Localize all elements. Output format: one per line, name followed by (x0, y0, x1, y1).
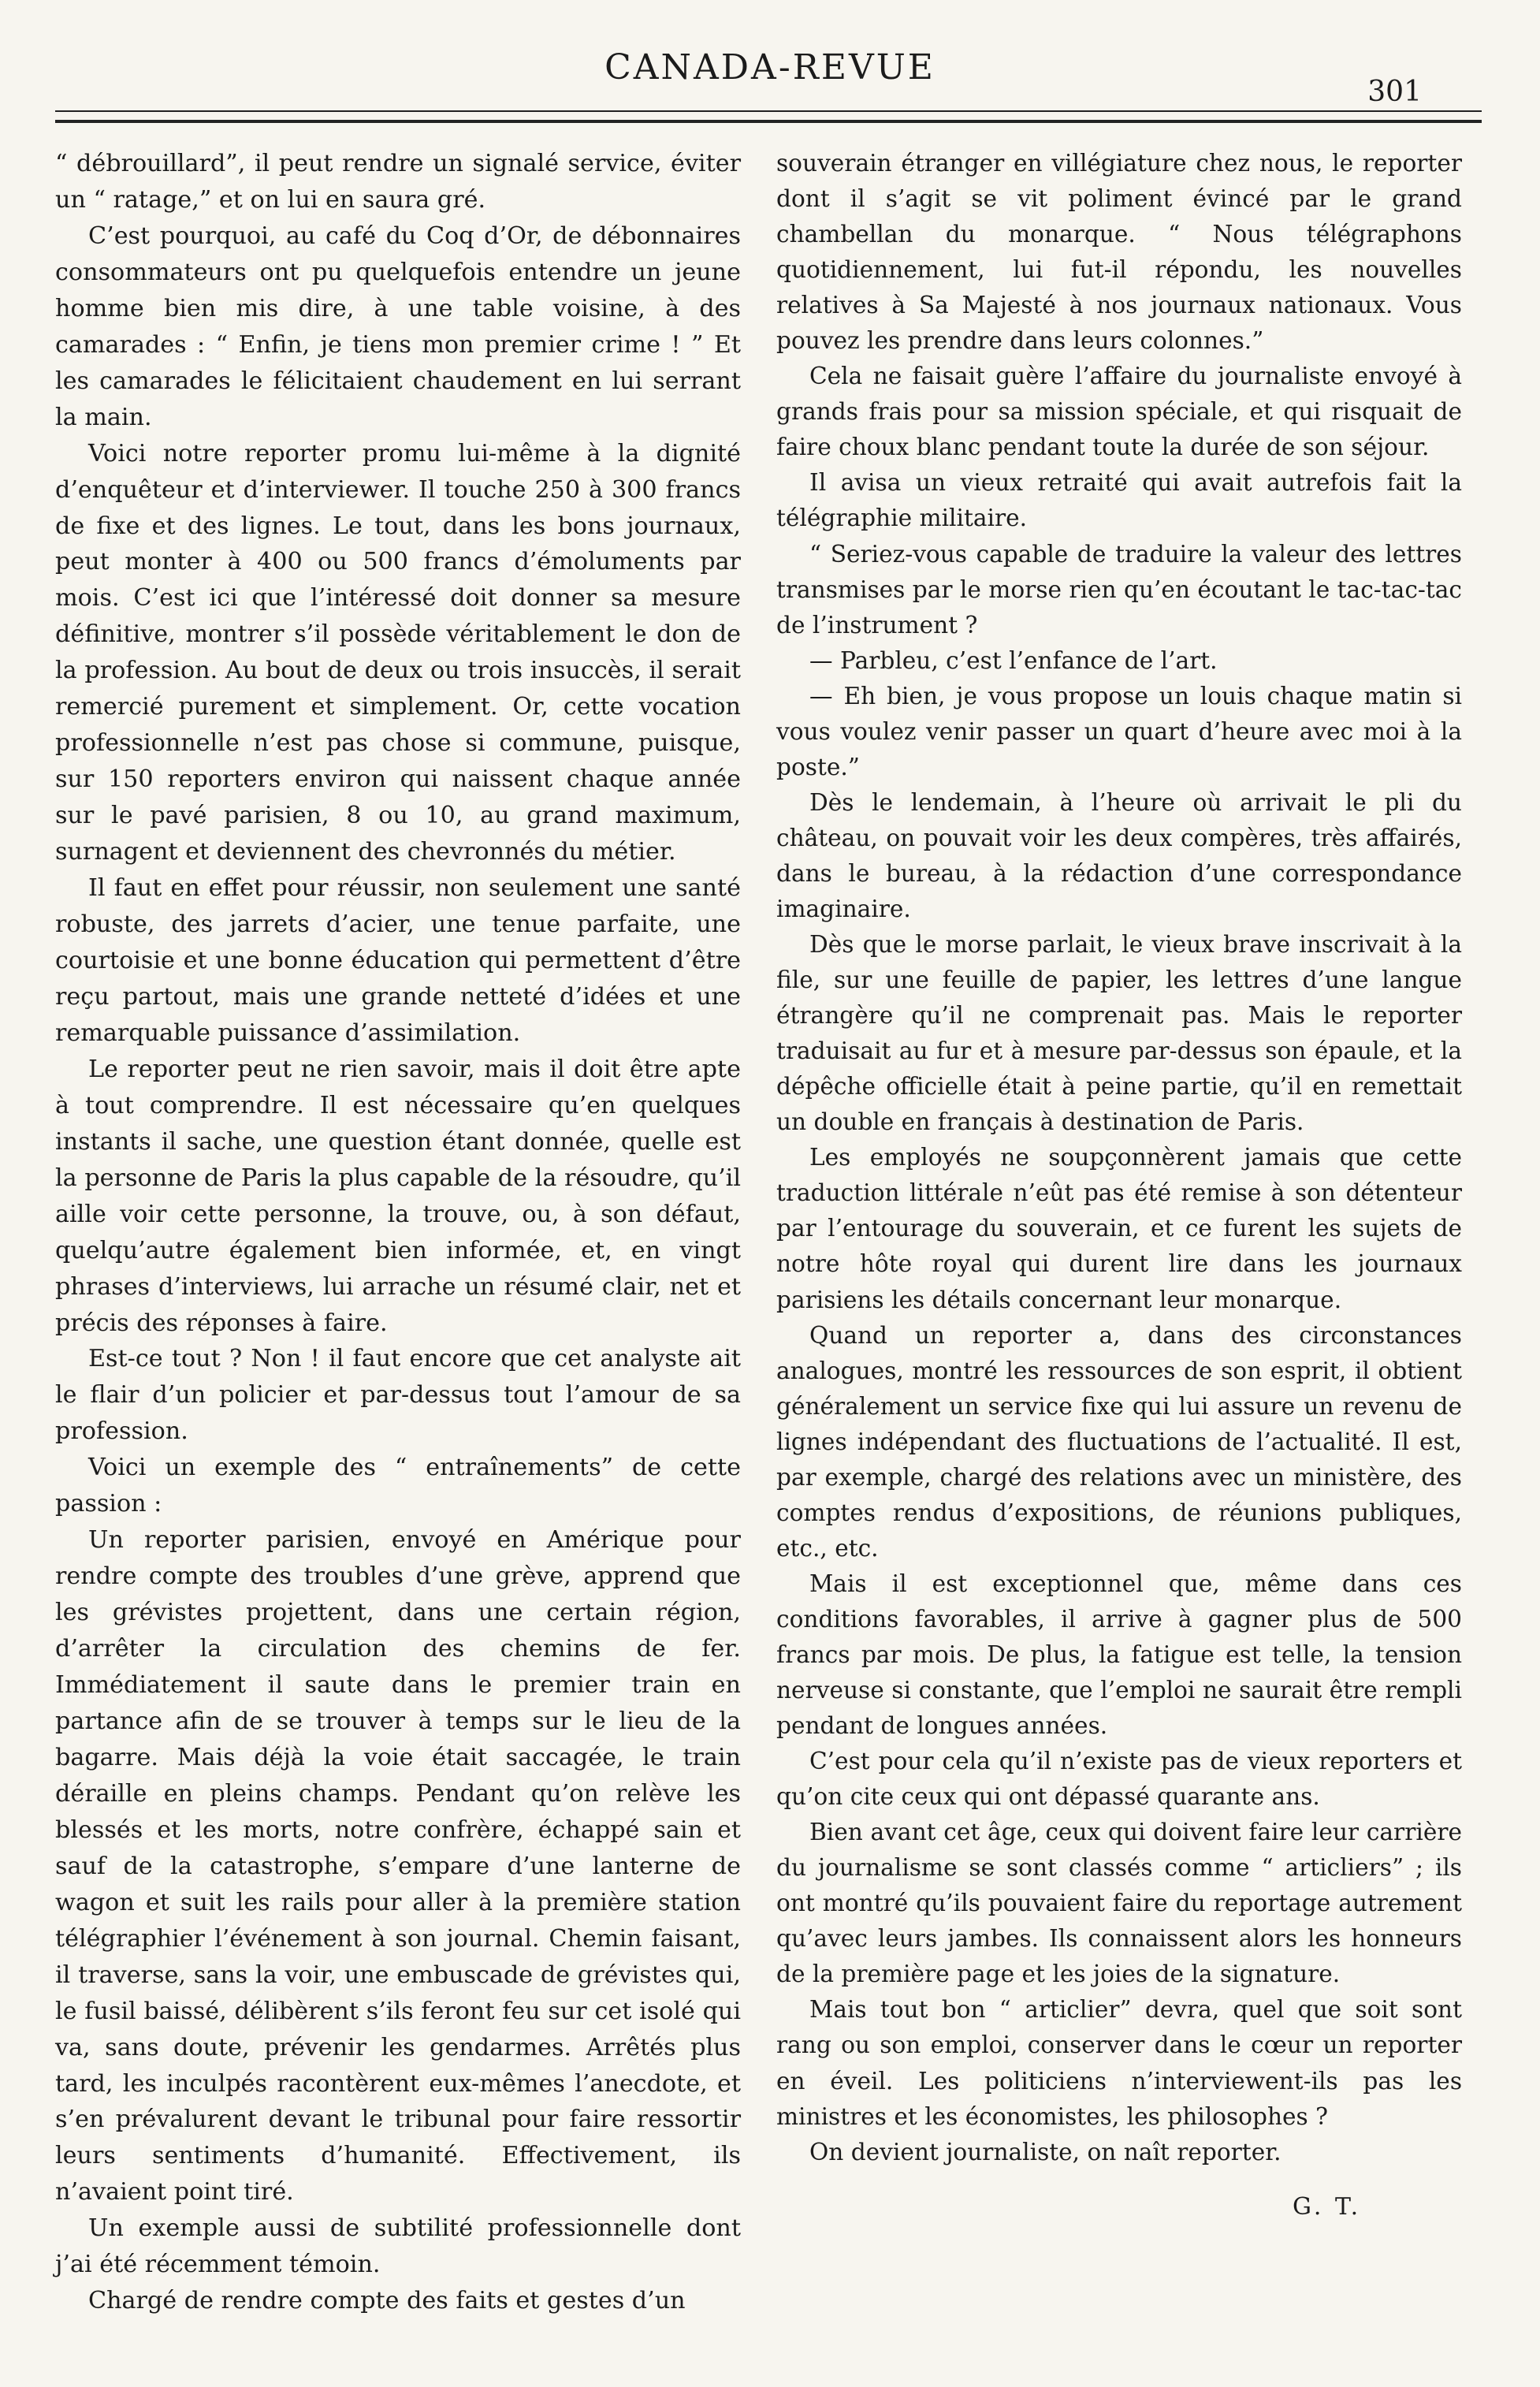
paragraph: Un reporter parisien, envoyé en Amérique pour rendre compte des troubles d’une grève, apprend que les grévistes projettent, dans une certain région, d’arrêter la circulation des chemins de fer. Immédiatement il saute dans le premier train en partance afin de se trouver à temps sur le lieu de la bagarre. Mais déjà la voie était saccagée, le train déraille en pleins champs. Pendant qu’on relève les blessés et les morts, notre confrère, échappé sain et sauf de la catastrophe, s’empare d’une lanterne de wagon et suit les rails pour aller à la première station télégraphier l’événement à son journal. Chemin faisant, il traverse, sans la voir, une embuscade de grévistes qui, le fusil baissé, délibèrent s’ils feront feu sur cet isolé qui va, sans doute, prévenir les gendarmes. Arrêtés plus tard, les inculpés racontèrent eux-mêmes l’anecdote, et s’en prévalurent devant le tribunal pour faire ressortir leurs sentiments d’humanité. Effectivement, ils n’avaient point tiré. (55, 1526, 741, 2206)
paragraph: souverain étranger en villégiature chez nous, le reporter dont il s’agit se vit poliment évincé par le grand chambellan du monarque. “ Nous télégraphons quotidiennement, lui fut-il répondu, les nouvelles relatives à Sa Majesté à nos journaux nationaux. Vous pouvez les prendre dans leurs colonnes.” (776, 150, 1462, 355)
paragraph: Voici notre reporter promu lui-même à la dignité d’enquêteur et d’interviewer. Il touche 250 à 300 francs de fixe et des lignes. Le tout, dans les bons journaux, peut monter à 400 ou 500 francs d’émoluments par mois. C’est ici que l’intéressé doit donner sa mesure définitive, montrer s’il possède véritablement le don de la profession. Au bout de deux ou trois insuccès, il serait remercié purement et simplement. Or, cette vocation professionnelle n’est pas chose si commune, puisque, sur 150 reporters environ qui naissent chaque année sur le pavé parisien, 8 ou 10, au grand maximum, surnagent et deviennent des chevronnés du métier. (55, 439, 741, 866)
paragraph: C’est pourquoi, au café du Coq d’Or, de débonnaires consommateurs ont pu quelquefois entendre un jeune homme bien mis dire, à une table voisine, à des camarades : “ Enfin, je tiens mon premier crime ! ” Et les camarades le félicitaient chaudement en lui serrant la main. (55, 222, 741, 431)
author-signature: G. T. (1293, 2193, 1362, 2221)
paragraph: — Parbleu, c’est l’enfance de l’art. (809, 646, 1218, 674)
paragraph: On devient journaliste, on naît reporter. (809, 2138, 1281, 2165)
paragraph: Chargé de rendre compte des faits et gestes d’un (88, 2287, 686, 2315)
paragraph: Les employés ne soupçonnèrent jamais que cette traduction littérale n’eût pas été remise à son détenteur par l’entourage du souverain, et ce furent les sujets de notre hôte royal qui durent lire dans les journaux parisiens les détails concernant leur monarque. (776, 1144, 1462, 1313)
paragraph: Il avisa un vieux retraité qui avait autrefois fait la télégraphie militaire. (776, 469, 1462, 532)
paragraph: Cela ne faisait guère l’affaire du journaliste envoyé à grands frais pour sa mission spéciale, et qui risquait de faire choux blanc pendant toute la durée de son séjour. (776, 363, 1462, 461)
paragraph: Il faut en effet pour réussir, non seulement une santé robuste, des jarrets d’acier, une tenue parfaite, une courtoisie et une bonne éducation qui permettent d’être reçu partout, mais une grande netteté d’idées et une remarquable puissance d’assimilation. (55, 874, 741, 1047)
paragraph: Dès que le morse parlait, le vieux brave inscrivait à la file, sur une feuille de papier, les lettres d’une langue étrangère qu’il ne comprenait pas. Mais le reporter traduisait au fur et à mesure par-dessus son épaule, et la dépêche officielle était à peine partie, qu’il en remettait un double en français à destination de Paris. (776, 931, 1462, 1136)
paragraph: “ débrouillard”, il peut rendre un signalé service, éviter un “ ratage,” et on lui en saura gré. (55, 150, 741, 214)
paragraph: Quand un reporter a, dans des circonstances analogues, montré les ressources de son esprit, il obtient généralement un service fixe qui lui assure un revenu de lignes indépendant des fluctuations de l’actualité. Il est, par exemple, chargé des relations avec un ministère, des comptes rendus d’expositions, de réunions publiques, etc., etc. (776, 1321, 1462, 1562)
page-header (0, 0, 1540, 118)
paragraph: — Eh bien, je vous propose un louis chaque matin si vous voulez venir passer un quart d’heure avec moi à la poste.” (776, 682, 1462, 780)
header-rule-thick (55, 120, 1482, 123)
column-left (55, 146, 741, 2319)
paragraph: C’est pour cela qu’il n’existe pas de vieux reporters et qu’on cite ceux qui ont dépassé quarante ans. (776, 1748, 1462, 1811)
header-rule-thin (55, 110, 1482, 112)
paragraph: Mais tout bon “ articlier” devra, quel que soit sont rang ou son emploi, conserver dans le cœur un reporter en éveil. Les politiciens n’interviewent-ils pas les ministres et les économistes, les philosophes ? (776, 1996, 1462, 2130)
column-right (776, 146, 1462, 2170)
paragraph: “ Seriez-vous capable de traduire la valeur des lettres transmises par le morse rien qu’en écoutant le tac-tac-tac de l’instrument ? (776, 540, 1462, 639)
paragraph: Est-ce tout ? Non ! il faut encore que cet analyste ait le flair d’un policier et par-dessus tout l’amour de sa profession. (55, 1345, 741, 1446)
paragraph: Voici un exemple des “ entraînements” de cette passion : (55, 1454, 741, 1518)
journal-title: CANADA-REVUE (604, 47, 936, 88)
paragraph: Bien avant cet âge, ceux qui doivent faire leur carrière du journalisme se sont classés comme “ articliers” ; ils ont montré qu’ils pouvaient faire du reportage autrement qu’avec leurs jambes. Ils connaissent alors les honneurs de la première page et les joies de la signature. (776, 1819, 1462, 1988)
paragraph: Mais il est exceptionnel que, même dans ces conditions favorables, il arrive à gagner plus de 500 francs par mois. De plus, la fatigue est telle, la tension nerveuse si constante, que l’emploi ne saurait être rempli pendant de longues années. (776, 1570, 1462, 1740)
paragraph: Un exemple aussi de subtilité professionnelle dont j’ai été récemment témoin. (55, 2214, 741, 2279)
paragraph: Le reporter peut ne rien savoir, mais il doit être apte à tout comprendre. Il est nécessaire qu’en quelques instants il sache, une question étant donnée, quelle est la personne de Paris la plus capable de la résoudre, qu’il aille voir cette personne, la trouve, ou, à son défaut, quelqu’autre également bien informée, et, en vingt phrases d’interviews, lui arrache un résumé clair, net et précis des réponses à faire. (55, 1055, 741, 1337)
paragraph: Dès le lendemain, à l’heure où arrivait le pli du château, on pouvait voir les deux compères, très affairés, dans le bureau, à la rédaction d’une correspondance imaginaire. (776, 788, 1462, 922)
page-number: 301 (1367, 76, 1422, 108)
